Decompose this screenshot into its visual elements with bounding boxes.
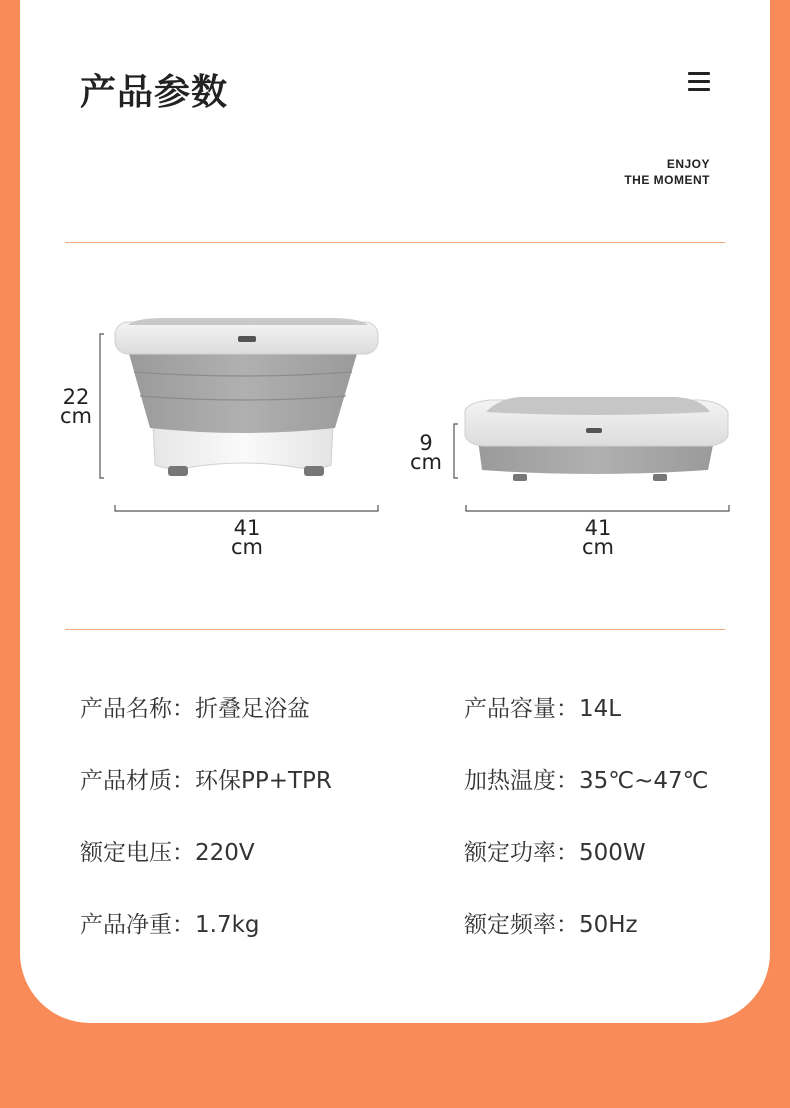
slogan [624,156,710,188]
open-height-label [56,385,96,428]
spec-capacity [464,690,621,723]
open-width-unit: cm [230,535,263,559]
folded-width-value: 41 [584,516,612,540]
spec-value: 折叠足浴盆 [195,696,310,722]
spec-rated-power [464,834,646,867]
open-height-value: 22 [62,385,90,409]
spec-material [80,762,332,795]
folded-height-value: 9 [419,431,433,455]
top-divider [65,242,725,243]
spec-label: 产品材质： [80,768,195,794]
spec-rated-voltage [80,834,255,867]
slogan-line-2: THE MOMENT [624,173,710,187]
page-title: 产品参数 [80,72,229,113]
spec-rated-frequency [464,906,638,939]
spec-label: 产品净重： [80,912,195,938]
folded-width-unit: cm [581,535,614,559]
product-illustration [20,0,770,1023]
spec-value: 220V [195,840,255,866]
open-width-label [222,516,272,559]
open-width-value: 41 [233,516,261,540]
spec-value: 14L [579,696,622,722]
middle-divider [65,629,725,630]
spec-value: 1.7kg [195,912,260,938]
spec-label: 产品名称： [80,696,195,722]
spec-value: 环保PP+TPR [195,768,332,794]
open-tub-image [115,318,378,476]
folded-height-unit: cm [409,450,442,474]
spec-value: 50Hz [579,912,638,938]
open-height-unit: cm [59,404,92,428]
content-card [20,0,770,1023]
folded-tub-image [465,397,728,481]
spec-label: 加热温度： [464,768,579,794]
spec-label: 额定频率： [464,912,579,938]
menu-icon[interactable] [688,72,710,90]
spec-label: 额定功率： [464,840,579,866]
folded-width-label [573,516,623,559]
spec-net-weight [80,906,260,939]
spec-label: 产品容量： [464,696,579,722]
slogan-line-1: ENJOY [666,157,710,171]
spec-value: 35℃~47℃ [579,768,709,794]
folded-height-label [406,431,446,474]
spec-heating-temperature [464,762,708,795]
spec-product-name [80,690,310,723]
spec-value: 500W [579,840,646,866]
spec-label: 额定电压： [80,840,195,866]
